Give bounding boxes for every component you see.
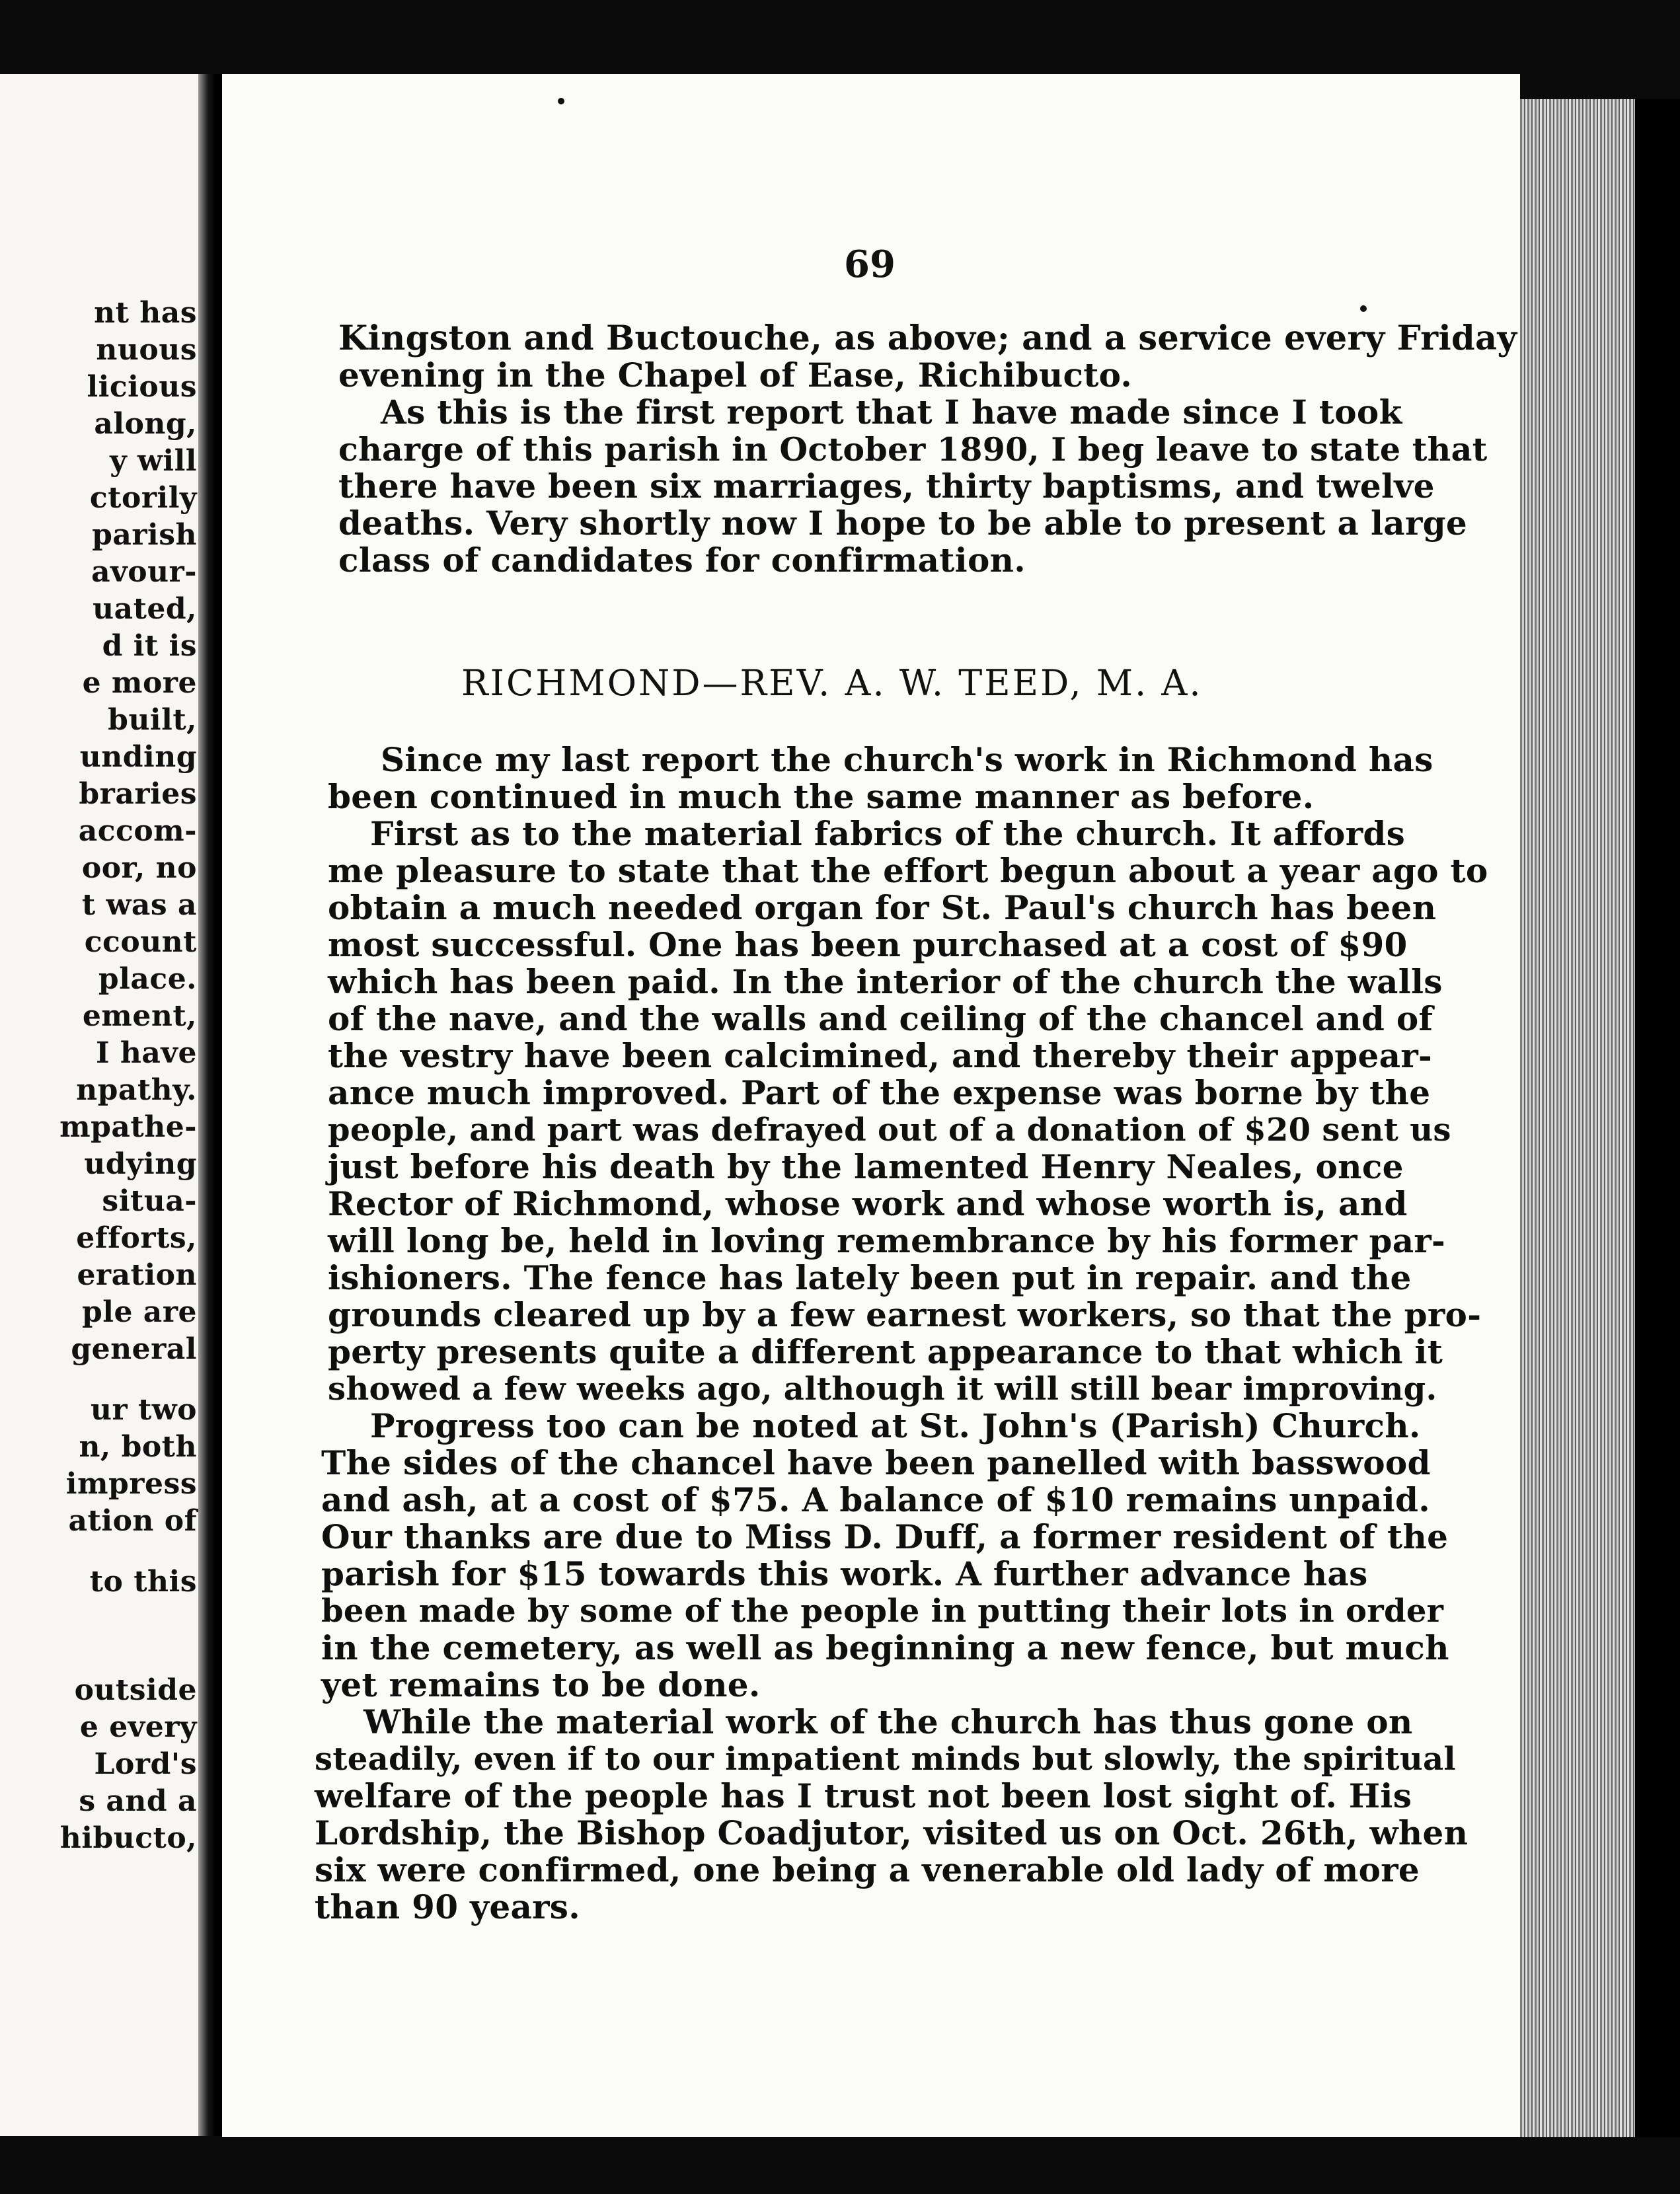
body-line-23: parish for $15 towards this work. A further advance has — [321, 1554, 1368, 1593]
body-line-2: been continued in much the same manner as before. — [328, 777, 1315, 816]
body-line-32: than 90 years. — [315, 1887, 580, 1926]
body-line-10: ance much improved. Part of the expense was borne by the — [328, 1073, 1431, 1112]
body-line-16: grounds cleared up by a few earnest workers, so that the pro- — [328, 1295, 1482, 1334]
body-line-30: Lordship, the Bishop Coadjutor, visited us on Oct. 26th, when — [315, 1813, 1469, 1852]
ink-speck — [1360, 305, 1367, 312]
left-line-13: unding — [79, 740, 197, 774]
left-line-7: parish — [92, 518, 197, 552]
left-line-24: udying — [84, 1147, 197, 1181]
left-line-6: ctorily — [89, 481, 197, 515]
left-line-27: eration — [77, 1258, 197, 1292]
body-line-31: six were confirmed, one being a venerable old lady of more — [315, 1850, 1420, 1889]
intro-line-5: there have been six marriages, thirty baptisms, and twelve — [338, 467, 1435, 506]
left-line-32: impress — [65, 1467, 197, 1501]
body-line-6: most successful. One has been purchased at a cost of $90 — [328, 925, 1408, 964]
body-line-4: me pleasure to state that the effort begun about a year ago to — [328, 851, 1488, 890]
body-line-8: of the nave, and the walls and ceiling of the chancel and of — [328, 999, 1433, 1038]
left-line-1: nt has — [94, 296, 197, 330]
left-line-38: s and a — [79, 1784, 197, 1818]
left-line-15: accom- — [78, 814, 197, 848]
left-line-2: nuous — [96, 333, 197, 367]
page-number: 69 — [844, 243, 896, 286]
body-line-24: been made by some of the people in putting their lots in order — [321, 1593, 1444, 1630]
intro-line-3: As this is the first report that I have made since I took — [381, 393, 1402, 432]
intro-line-7: class of candidates for confirmation. — [338, 541, 1026, 580]
left-line-22: npathy. — [76, 1073, 197, 1107]
left-line-39: hibucto, — [59, 1821, 197, 1855]
body-line-3: First as to the material fabrics of the church. It affords — [370, 814, 1406, 853]
left-line-34: to this — [89, 1565, 197, 1599]
page-69 — [222, 74, 1520, 2137]
body-line-13: Rector of Richmond, whose work and whose worth is, and — [328, 1184, 1408, 1223]
left-line-20: ement, — [82, 999, 197, 1033]
body-line-15: ishioners. The fence has lately been put in repair. and the — [328, 1258, 1412, 1297]
left-line-18: ccount — [84, 925, 197, 959]
body-line-25: in the cemetery, as well as beginning a new fence, but much — [321, 1628, 1449, 1667]
left-line-37: Lord's — [94, 1747, 197, 1781]
left-line-31: n, both — [79, 1430, 197, 1464]
left-line-33: ation of — [68, 1504, 197, 1538]
left-line-10: d it is — [102, 629, 197, 663]
body-line-1: Since my last report the church's work in Richmond has — [381, 740, 1433, 779]
body-line-11: people, and part was defrayed out of a donation of $20 sent us — [328, 1112, 1451, 1149]
body-line-22: Our thanks are due to Miss D. Duff, a former resident of the — [321, 1517, 1449, 1556]
body-line-14: will long be, held in loving remembrance by his former par- — [328, 1221, 1446, 1260]
body-line-7: which has been paid. In the interior of the church the walls — [328, 962, 1443, 1001]
left-line-29: general — [71, 1332, 197, 1366]
left-line-11: e more — [82, 666, 197, 700]
scan-border — [1635, 99, 1680, 2137]
body-line-21: and ash, at a cost of $75. A balance of $10 remains unpaid. — [321, 1480, 1430, 1519]
left-line-3: licious — [87, 370, 197, 404]
left-line-12: built, — [108, 703, 197, 737]
intro-line-2: evening in the Chapel of Ease, Richibucto. — [338, 356, 1133, 395]
intro-line-1: Kingston and Buctouche, as above; and a service every Friday — [338, 319, 1517, 358]
body-line-29: welfare of the people has I trust not been lost sight of. His — [315, 1776, 1412, 1815]
book-gutter — [198, 74, 222, 2136]
intro-line-6: deaths. Very shortly now I hope to be able to present a large — [338, 504, 1467, 543]
section-heading: RICHMOND—REV. A. W. TEED, M. A. — [461, 662, 1203, 704]
body-line-26: yet remains to be done. — [321, 1665, 761, 1704]
body-line-18: showed a few weeks ago, although it will still bear improving. — [328, 1371, 1437, 1408]
body-line-27: While the material work of the church has thus gone on — [363, 1702, 1413, 1741]
body-line-19: Progress too can be noted at St. John's (Parish) Church. — [370, 1406, 1421, 1445]
body-line-12: just before his death by the lamented Henry Neales, once — [328, 1147, 1404, 1186]
left-line-23: mpathe- — [59, 1110, 197, 1144]
left-line-35: outside — [74, 1673, 197, 1707]
body-line-5: obtain a much needed organ for St. Paul's church has been — [328, 888, 1437, 927]
left-line-4: along, — [94, 407, 197, 441]
body-line-20: The sides of the chancel have been panelled with basswood — [321, 1443, 1431, 1482]
left-line-26: efforts, — [76, 1221, 197, 1255]
left-line-28: ple are — [82, 1295, 197, 1329]
left-line-36: e every — [79, 1710, 197, 1744]
left-line-9: uated, — [93, 592, 197, 626]
previous-page-fragment — [0, 74, 198, 2136]
left-line-5: y will — [110, 444, 197, 478]
left-line-21: I have — [96, 1036, 197, 1070]
left-line-8: avour- — [91, 555, 197, 589]
ink-speck — [558, 98, 564, 104]
left-line-30: ur two — [90, 1393, 197, 1427]
body-line-9: the vestry have been calcimined, and thereby their appear- — [328, 1036, 1433, 1075]
page-stack-edge — [1520, 99, 1635, 2137]
left-line-25: situa- — [102, 1184, 197, 1218]
left-line-14: braries — [79, 777, 197, 811]
intro-line-4: charge of this parish in October 1890, I beg leave to state that — [338, 430, 1488, 469]
body-line-28: steadily, even if to our impatient minds but slowly, the spiritual — [315, 1741, 1456, 1778]
left-line-19: place. — [98, 962, 197, 996]
left-line-17: t was a — [81, 888, 197, 922]
body-line-17: perty presents quite a different appearance to that which it — [328, 1332, 1443, 1371]
left-line-16: oor, no — [81, 851, 197, 885]
